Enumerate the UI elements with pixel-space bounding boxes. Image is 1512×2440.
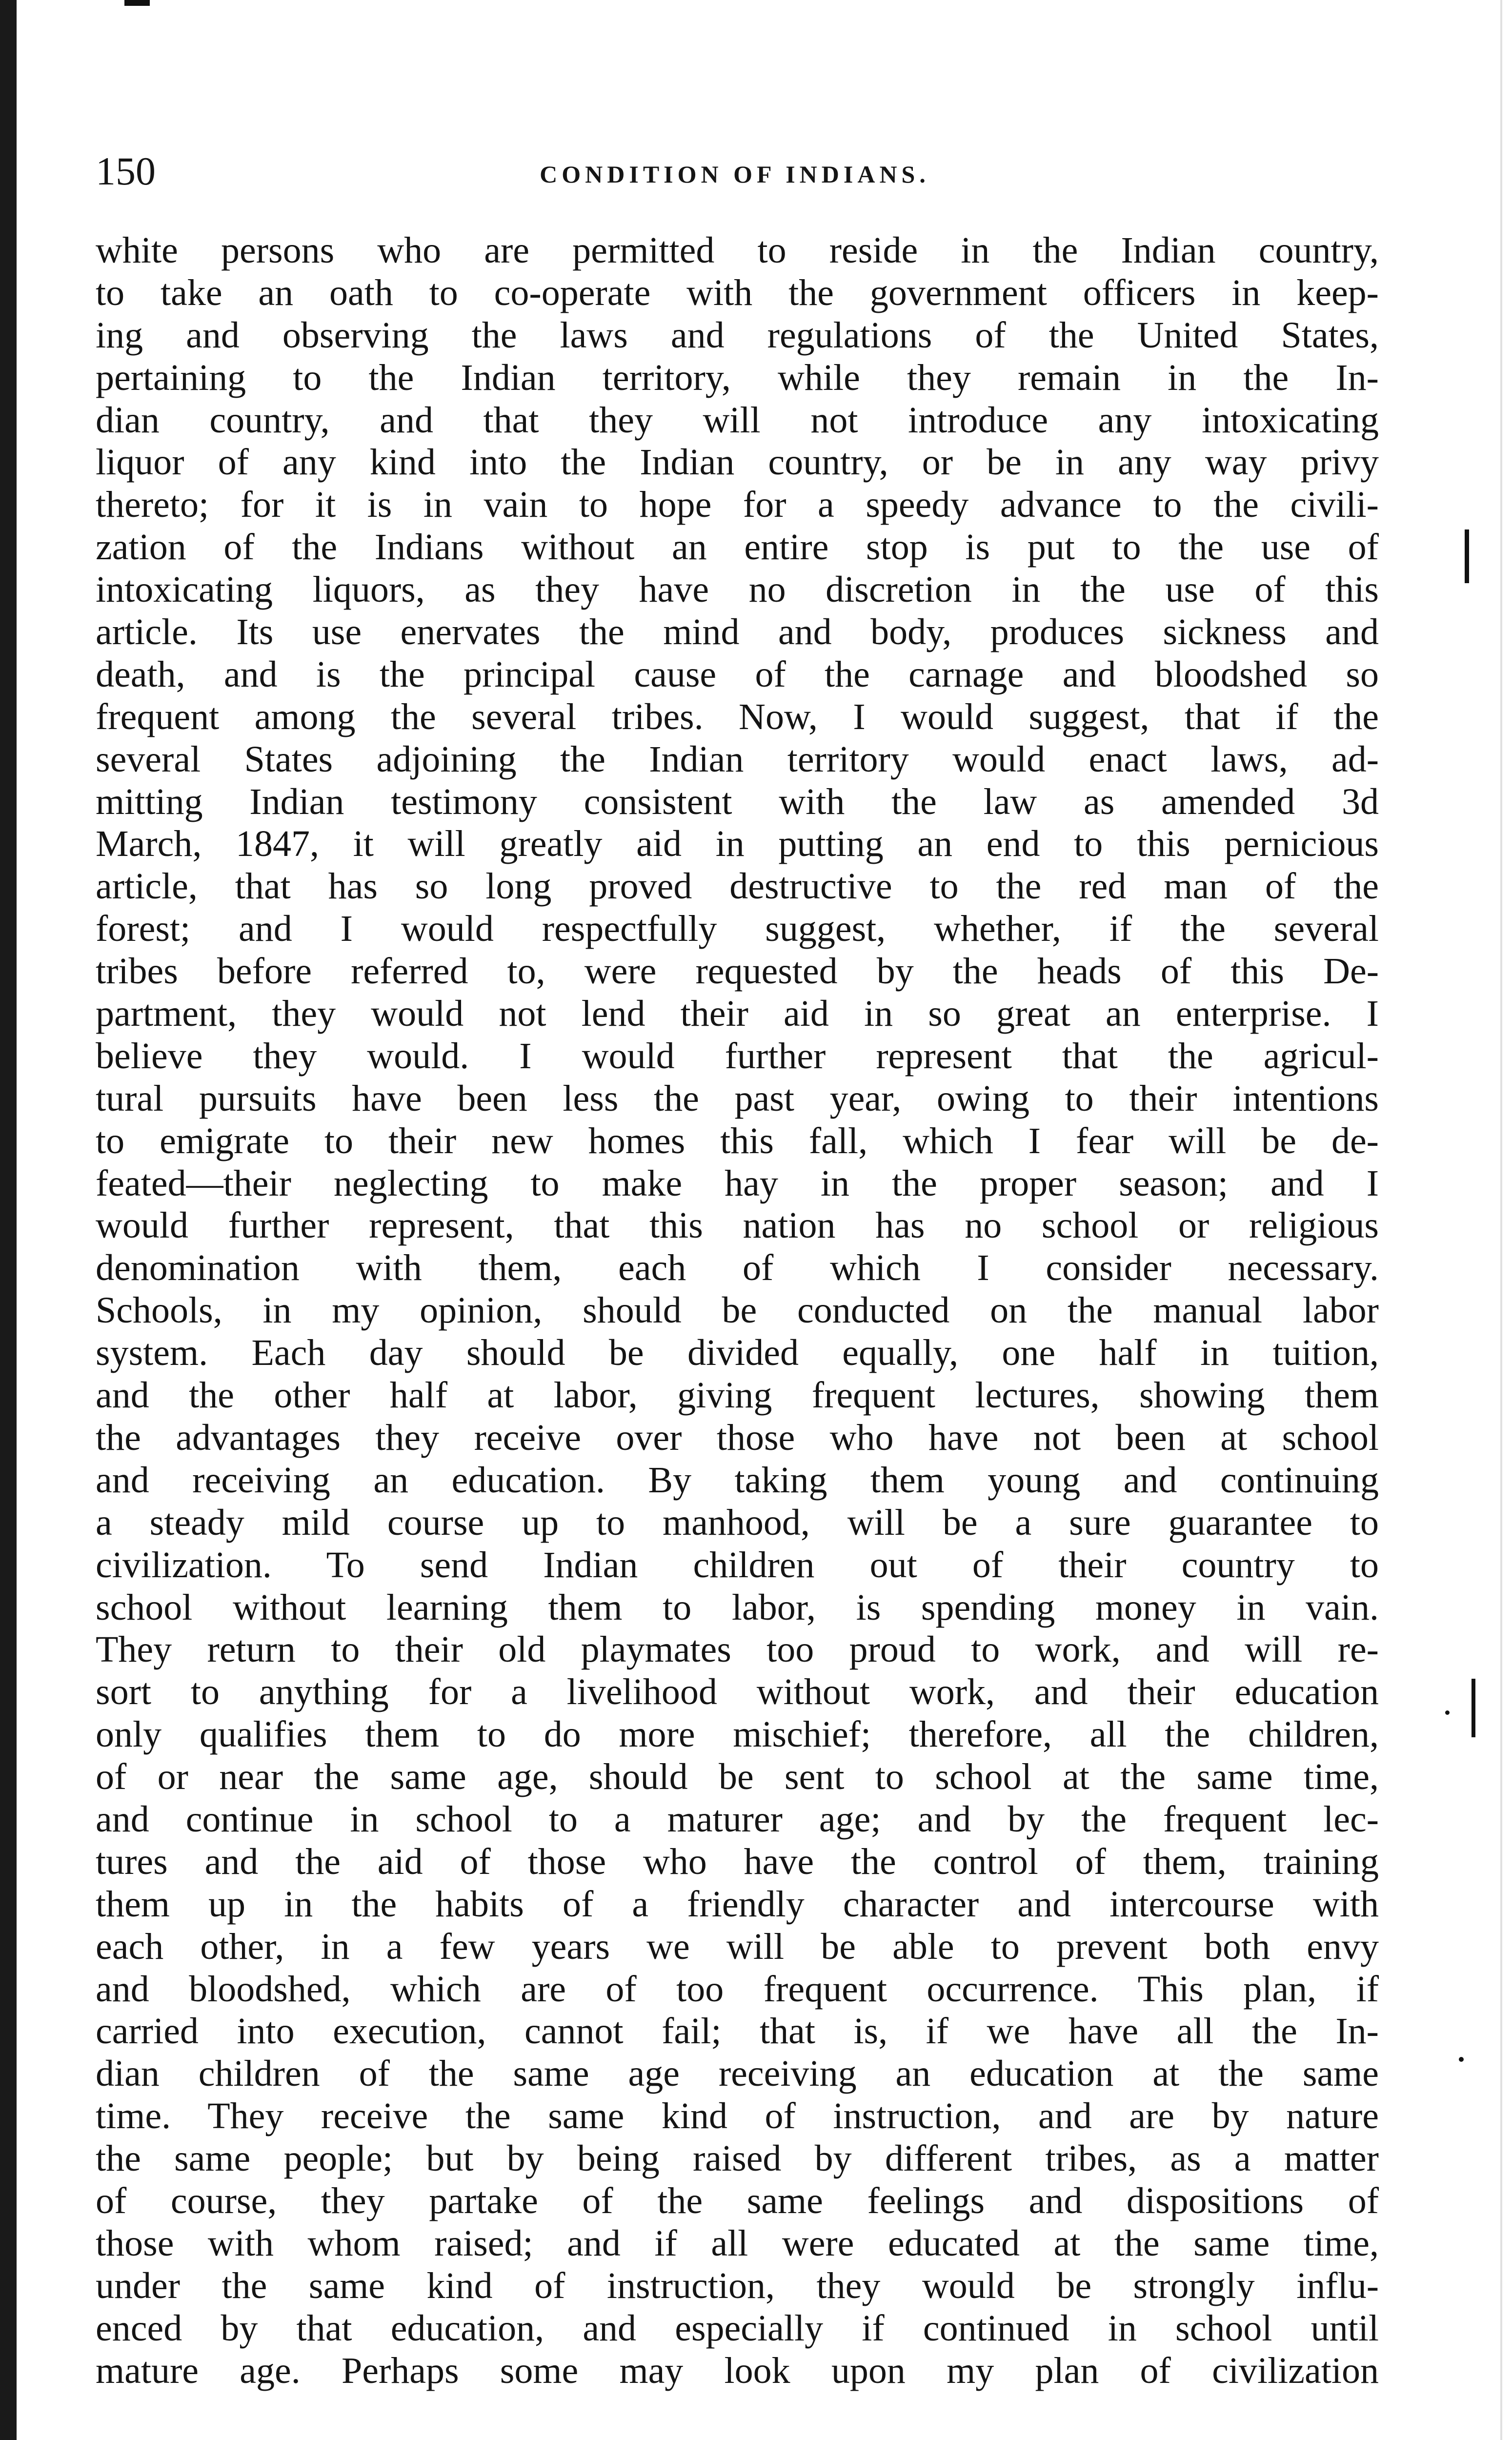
text-line: dian children of the same age receiving an education at the same (96, 2053, 1379, 2094)
text-line: intoxicating liquors, as they have no discretion in the use of this (96, 569, 1379, 610)
scan-mark-margin (1465, 529, 1469, 583)
text-line: civilization. To send Indian children out of their country to (96, 1544, 1379, 1586)
text-line: article. Its use enervates the mind and body, produces sickness and (96, 611, 1379, 653)
text-line: mature age. Perhaps some may look upon my plan of civilization (96, 2350, 1379, 2391)
running-head: CONDITION OF INDIANS. (540, 161, 930, 188)
text-line: March, 1847, it will greatly aid in putting an end to this pernicious (96, 823, 1379, 865)
text-line: each other, in a few years we will be able to prevent both envy (96, 1926, 1379, 1967)
text-line: forest; and I would respectfully suggest, whether, if the several (96, 908, 1379, 950)
text-line: and bloodshed, which are of too frequent occurrence. This plan, if (96, 1968, 1379, 2010)
text-line: to emigrate to their new homes this fall, which I fear will be de- (96, 1120, 1379, 1161)
scan-mark-margin (1459, 2057, 1464, 2062)
text-line: a steady mild course up to manhood, will be a sure guarantee to (96, 1502, 1379, 1543)
text-line: denomination with them, each of which I consider necessary. (96, 1247, 1379, 1289)
text-line: zation of the Indians without an entire stop is put to the use of (96, 527, 1379, 568)
text-line: feated—their neglecting to make hay in the proper season; and I (96, 1162, 1379, 1204)
text-line: enced by that education, and especially if continued in school until (96, 2307, 1379, 2349)
text-line: time. They receive the same kind of instruction, and are by nature (96, 2095, 1379, 2137)
text-line: believe they would. I would further represent that the agricul- (96, 1035, 1379, 1077)
text-line: carried into execution, cannot fail; that is, if we have all the In- (96, 2011, 1379, 2052)
page-header (96, 144, 1374, 198)
text-line: several States adjoining the Indian territory would enact laws, ad- (96, 738, 1379, 780)
text-line: and receiving an education. By taking them young and continuing (96, 1459, 1379, 1501)
text-line: to take an oath to co-operate with the government officers in keep- (96, 272, 1379, 313)
text-line: and the other half at labor, giving frequent lectures, showing them (96, 1375, 1379, 1416)
text-line: liquor of any kind into the Indian country, or be in any way privy (96, 442, 1379, 483)
text-line: them up in the habits of a friendly character and intercourse with (96, 1883, 1379, 1925)
text-line: school without learning them to labor, is spending money in vain. (96, 1586, 1379, 1628)
text-line: sort to anything for a livelihood without work, and their education (96, 1671, 1379, 1713)
text-line: tural pursuits have been less the past year, owing to their intentions (96, 1078, 1379, 1119)
text-line: ing and observing the laws and regulations of the United States, (96, 314, 1379, 356)
text-line: under the same kind of instruction, they would be strongly influ- (96, 2265, 1379, 2306)
body-text (96, 229, 1379, 2392)
text-line: death, and is the principal cause of the carnage and bloodshed so (96, 653, 1379, 695)
text-line: dian country, and that they will not introduce any intoxicating (96, 399, 1379, 441)
text-line: article, that has so long proved destructive to the red man of the (96, 866, 1379, 907)
text-line: They return to their old playmates too proud to work, and will re- (96, 1629, 1379, 1670)
text-line: only qualifies them to do more mischief; therefore, all the children, (96, 1714, 1379, 1755)
scan-mark-margin (1445, 1710, 1450, 1715)
scan-border-left (0, 0, 17, 2440)
scan-edge-right (1500, 0, 1502, 2440)
scan-mark-margin (1472, 1679, 1475, 1737)
text-line: and continue in school to a maturer age; and by the frequent lec- (96, 1798, 1379, 1840)
scan-mark-top (124, 0, 150, 6)
text-line: the advantages they receive over those who have not been at school (96, 1417, 1379, 1458)
text-line: tribes before referred to, were requested by the heads of this De- (96, 951, 1379, 992)
text-line: of or near the same age, should be sent to school at the same time, (96, 1756, 1379, 1798)
text-line: would further represent, that this nation has no school or religious (96, 1205, 1379, 1246)
text-line: those with whom raised; and if all were educated at the same time, (96, 2222, 1379, 2264)
text-line: Schools, in my opinion, should be conducted on the manual labor (96, 1290, 1379, 1331)
text-line: of course, they partake of the same feelings and dispositions of (96, 2180, 1379, 2221)
text-line: pertaining to the Indian territory, while they remain in the In- (96, 357, 1379, 398)
text-line: partment, they would not lend their aid in so great an enterprise. I (96, 993, 1379, 1035)
text-line: system. Each day should be divided equally, one half in tuition, (96, 1332, 1379, 1374)
text-line: white persons who are permitted to reside in the Indian country, (96, 230, 1379, 271)
text-line: thereto; for it is in vain to hope for a speedy advance to the civili- (96, 484, 1379, 526)
text-line: mitting Indian testimony consistent with the law as amended 3d (96, 781, 1379, 822)
text-line: the same people; but by being raised by different tribes, as a matter (96, 2138, 1379, 2179)
text-line: frequent among the several tribes. Now, I would suggest, that if the (96, 696, 1379, 737)
page-number: 150 (96, 149, 156, 193)
text-line: tures and the aid of those who have the control of them, training (96, 1841, 1379, 1882)
